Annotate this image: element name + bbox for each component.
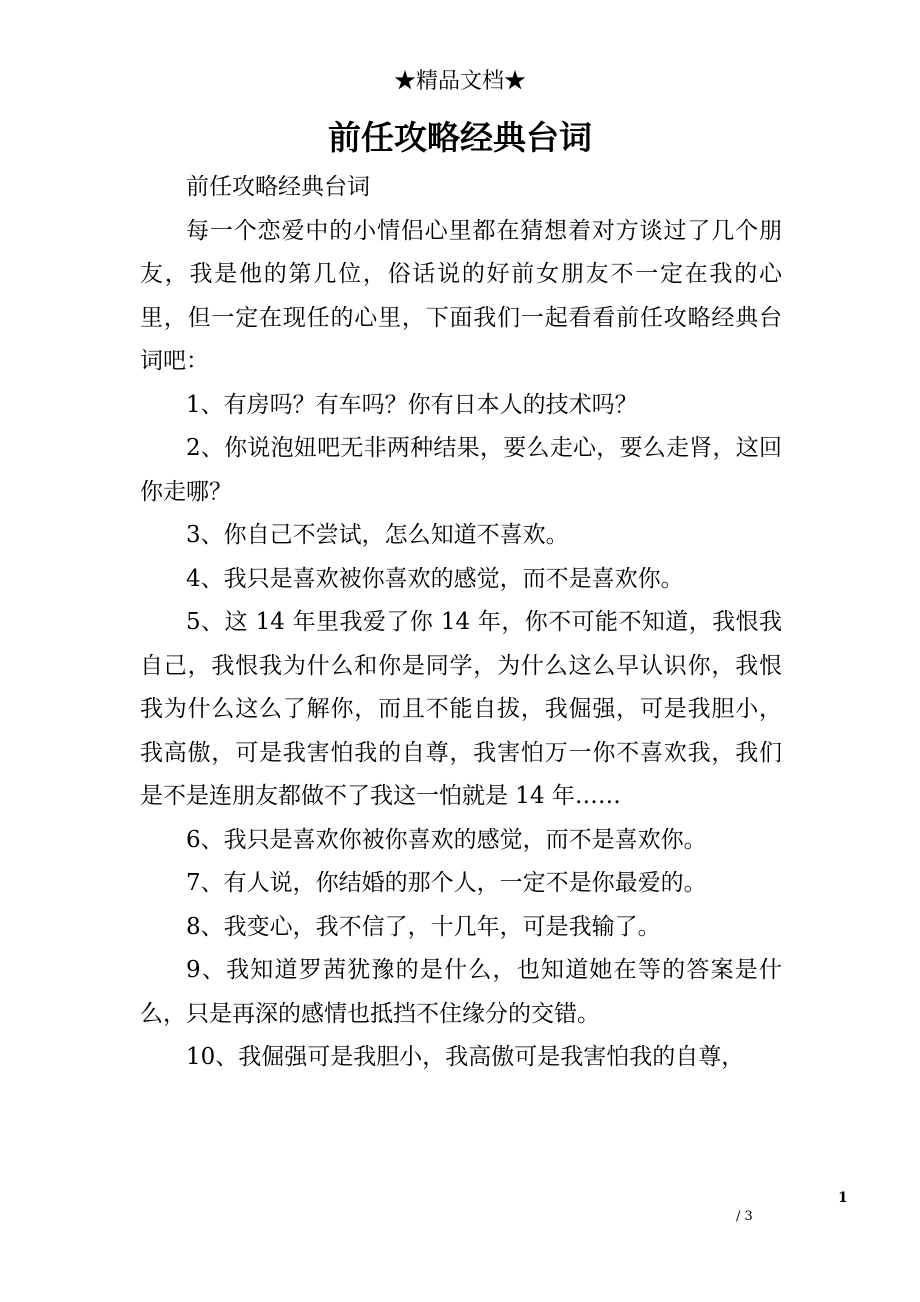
paragraph-quote-9: 9、我知道罗茜犹豫的是什么，也知道她在等的答案是什么，只是再深的感情也抵挡不住缘分的交错。 bbox=[140, 957, 782, 1027]
paragraph-quote-5: 5、这 14 年里我爱了你 14 年，你不可能不知道，我恨我自己，我恨我为什么和你是同学，为什么这么早认识你，我恨我为什么这么了解你，而且不能自拔，我倔强，可是我胆小，我高傲，可是我害怕我的自尊，我害怕万一你不喜欢我，我们是不是连朋友都做不了我这一怕就是 14 年…… bbox=[140, 609, 782, 809]
paragraph-subtitle: 前任攻略经典台词 bbox=[186, 174, 370, 200]
paragraph-quote-7: 7、有人说，你结婚的那个人，一定不是你最爱的。 bbox=[186, 870, 707, 896]
page-title: 前任攻略经典台词 bbox=[328, 118, 592, 157]
paragraph-quote-4: 4、我只是喜欢被你喜欢的感觉，而不是喜欢你。 bbox=[186, 565, 684, 592]
paragraph-quote-2: 2、你说泡妞吧无非两种结果，要么走心，要么走肾，这回你走哪？ bbox=[140, 435, 782, 505]
paragraph-quote-3: 3、你自己不尝试，怎么知道不喜欢。 bbox=[186, 522, 569, 548]
document-header: ★精品文档★ bbox=[393, 69, 526, 94]
paragraph-quote-6: 6、我只是喜欢你被你喜欢的感觉，而不是喜欢你。 bbox=[186, 826, 707, 853]
paragraph-quote-10: 10、我倔强可是我胆小，我高傲可是我害怕我的自尊， bbox=[186, 1044, 745, 1070]
page-total: / 3 bbox=[736, 1209, 753, 1224]
paragraph-quote-1: 1、有房吗？有车吗？你有日本人的技术吗？ bbox=[186, 391, 638, 418]
paragraph-quote-8: 8、我变心，我不信了，十几年，可是我输了。 bbox=[186, 913, 661, 940]
paragraph-intro: 每一个恋爱中的小情侣心里都在猜想着对方谈过了几个朋友，我是他的第几位，俗话说的好前女朋友不一定在我的心里，但一定在现任的心里，下面我们一起看看前任攻略经典台词吧： bbox=[140, 217, 782, 374]
document-body bbox=[140, 166, 782, 1080]
page-number: 1 bbox=[838, 1190, 848, 1206]
